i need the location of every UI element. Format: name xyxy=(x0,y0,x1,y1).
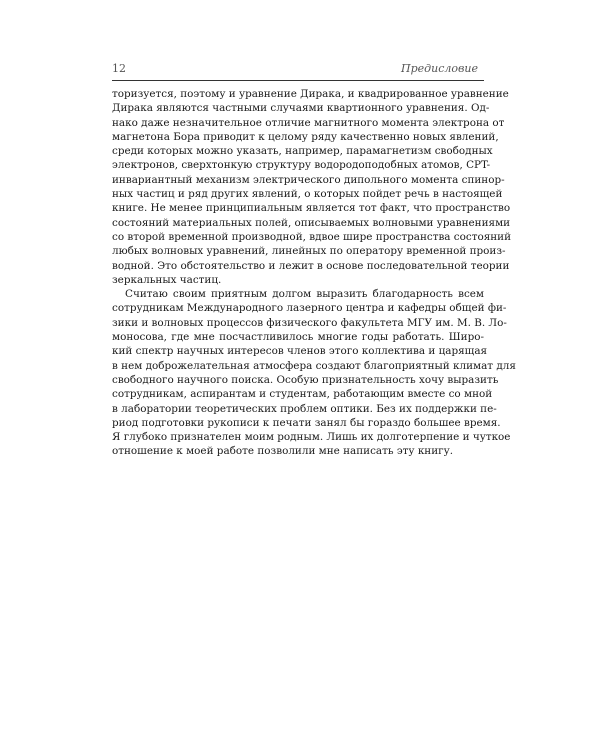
text-line: среди которых можно указать, например, парамагнетизм свободных xyxy=(112,145,493,158)
body-text xyxy=(112,87,516,459)
text-line: зеркальных частиц. xyxy=(112,273,222,286)
text-line: со второй временной производной, вдвое шире пространства состояний xyxy=(112,230,512,243)
text-line: нако даже незначительное отличие магнитного момента электрона от xyxy=(112,116,505,129)
text-line: сотрудникам Международного лазерного центра и кафедры общей фи- xyxy=(112,302,507,315)
header-rule xyxy=(112,80,484,81)
text-line: в нем доброжелательная атмосфера создают благоприятный климат для xyxy=(112,359,516,372)
text-line: отношение к моей работе позволили мне написать эту книгу. xyxy=(112,445,454,458)
text-line: Считаю своим приятным долгом выразить благодарность всем xyxy=(125,288,484,301)
text-line: зики и волновых процессов физического факультета МГУ им. М. В. Ло- xyxy=(112,316,507,329)
text-line: торизуется, поэтому и уравнение Дирака, и квадрированное уравнение xyxy=(112,88,509,100)
text-line: состояний материальных полей, описываемых волновыми уравнениями xyxy=(112,216,511,229)
text-line: магнетона Бора приводит к целому ряду качественно новых явлений, xyxy=(112,130,499,143)
paragraph-acknowledgements xyxy=(112,287,516,459)
text-line: моносова, где мне посчастливилось многие годы работать. Широ- xyxy=(112,331,484,344)
text-line: Дирака являются частными случаями квартионного уравнения. Од- xyxy=(112,102,490,115)
page-number: 12 xyxy=(112,62,126,75)
text-line: риод подготовки рукописи к печати занял бы гораздо большее время. xyxy=(112,416,501,429)
text-line: любых волновых уравнений, линейных по оператору временной произ- xyxy=(112,245,506,258)
text-line: Я глубоко признателен моим родным. Лишь их долготерпение и чуткое xyxy=(112,431,511,444)
text-line: кий спектр научных интересов членов этого коллектива и царящая xyxy=(112,345,488,358)
text-line: ных частиц и ряд других явлений, о которых пойдет речь в настоящей xyxy=(112,188,503,201)
paragraph-continuation xyxy=(112,87,512,287)
text-line: в лаборатории теоретических проблем оптики. Без их поддержки пе- xyxy=(112,402,497,415)
running-header xyxy=(112,62,484,78)
text-line: книге. Не менее принципиальным является тот факт, что пространство xyxy=(112,202,511,215)
text-line: свободного научного поиска. Особую признательность хочу выразить xyxy=(112,373,499,386)
text-line: электронов, сверхтонкую структуру водородоподобных атомов, CPT- xyxy=(112,159,491,172)
text-line: инвариантный механизм электрического дипольного момента спинор- xyxy=(112,173,505,186)
text-line: водной. Это обстоятельство и лежит в основе последовательной теории xyxy=(112,259,510,272)
running-title: Предисловие xyxy=(401,62,478,75)
text-line: сотрудникам, аспирантам и студентам, работающим вместе со мной xyxy=(112,388,493,401)
